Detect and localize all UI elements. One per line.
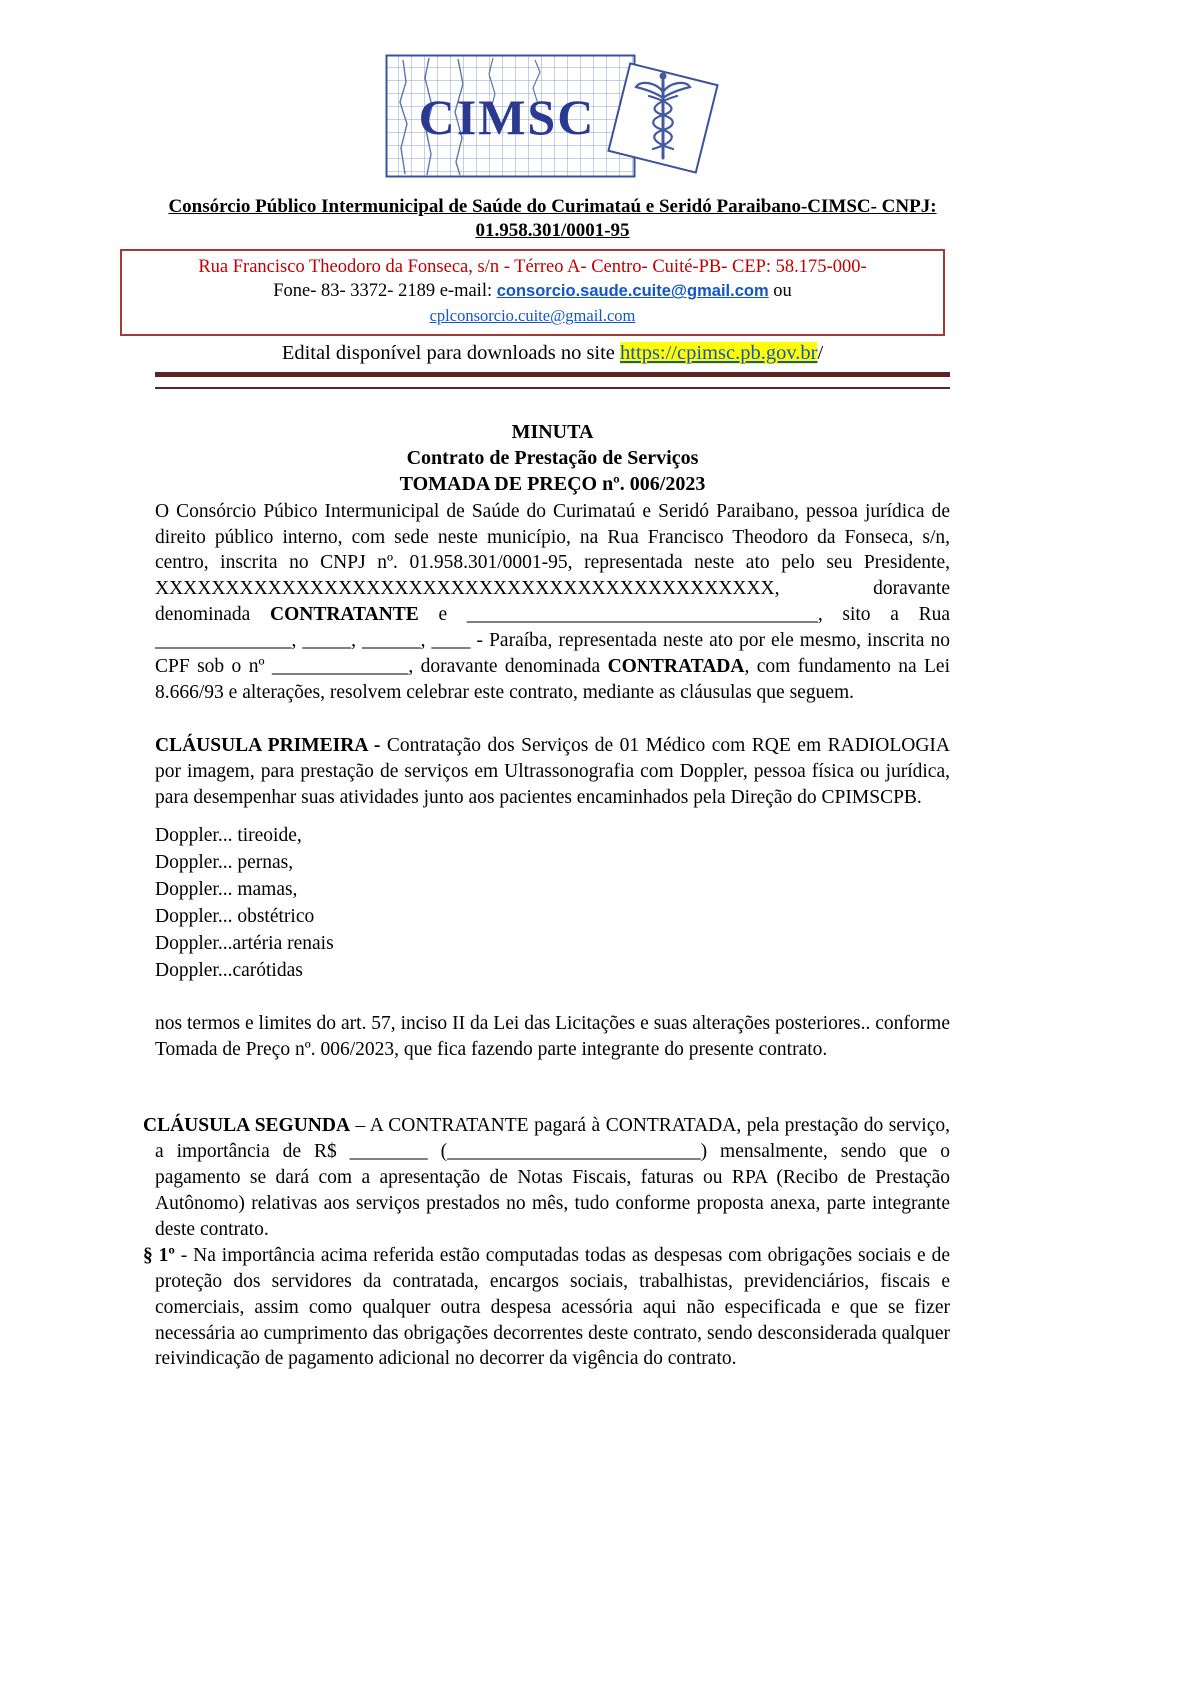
edital-prefix: Edital disponível para downloads no site [281,341,621,364]
phone-prefix: Fone- 83- 3372- 2189 e-mail: [273,281,497,302]
intro-paragraph [155,499,950,706]
header-divider [155,372,950,389]
clause-1-text: Contratação dos Serviços de 01 Médico com RQE em RADIOLOGIA por imagem, para prestação de serviços em Ultrassonografia com Doppler, pessoa física ou jurídica, para desempenhar suas atividades junto aos pacientes encaminhados pela Direção do CPIMSCPB. [155,735,950,808]
doppler-item: Doppler... mamas, [155,878,298,900]
terms-paragraph: nos termos e limites do art. 57, inciso II da Lei das Licitações e suas alterações posteriores.. conforme Tomada de Preço nº. 006/2023, que fica fazendo parte integrante do presente contrato. [155,1013,950,1061]
doppler-item: Doppler... tireoide, [155,824,302,846]
edital-site-link[interactable]: https://cpimsc.pb.gov.br [620,341,818,364]
title-tomada-preco: TOMADA DE PREÇO nº. 006/2023 [399,472,706,495]
contratante-term: CONTRATANTE [270,604,419,626]
secondary-email-line [132,305,933,327]
doppler-item: Doppler... pernas, [155,851,294,873]
paragraph-1-text: - Na importância acima referida estão computadas todas as despesas com obrigações sociais e de proteção dos servidores da contratada, encargos sociais, trabalhistas, previdenciários, fiscais e comerciais, assim como qualquer outra despesa acessória aqui não especificada e que se fizer necessária ao cumprimento das obrigações decorrentes deste contrato, sendo desconsiderada qualquer reivindicação de pagamento adicional no decorrer da vigência do contrato. [155,1244,950,1370]
email-link-secondary[interactable]: cplconsorcio.cuite@gmail.com [429,306,636,326]
document-titles [155,419,950,497]
phone-email-line [132,279,933,305]
intro-run1: O Consórcio Púbico Intermunicipal de Saúde do Curimataú e Seridó Paraibano, pessoa jurídica de direito público interno, com sede neste município, na Rua Francisco Theodoro da Fonseca, s/n, centro, inscrita no CNPJ nº. 01.958.301/0001-95, representada neste ato pelo seu Presidente, XXXXXXXXXXXXXXXXXXXXXXXXXXXXXXXXXXXXXXXXXXXX, doravante denominada [155,500,950,626]
doppler-item: Doppler...artéria renais [155,933,334,955]
org-name-line: Consórcio Público Intermunicipal de Saúde do Curimataú e Seridó Paraibano-CIMSC- CNPJ: [168,196,937,217]
title-contract: Contrato de Prestação de Serviços [406,446,699,469]
contratada-term: CONTRATADA [607,656,745,678]
clause-1 [155,733,950,811]
address-line: Rua Francisco Theodoro da Fonseca, s/n - Térreo A- Centro- Cuité-PB- CEP: 58.175-000- [198,256,867,277]
email-conjunction: ou [768,281,792,302]
clause-2-heading: CLÁUSULA SEGUNDA [143,1115,351,1137]
paragraph-1-heading: § 1º [143,1244,175,1266]
email-link-primary[interactable]: consorcio.saude.cuite@gmail.com [496,282,769,301]
org-cnpj-line: 01.958.301/0001-95 [475,219,630,241]
intro-run5: , com fundamento na Lei 8.666/93 e alterações, resolvem celebrar este contrato, mediante as cláusulas que seguem. [155,656,950,704]
doppler-item: Doppler... obstétrico [155,906,315,928]
doppler-item: Doppler...carótidas [155,960,303,982]
cimsc-logo [155,54,950,187]
paragraph-1 [143,1243,950,1373]
clause-1-heading: CLÁUSULA PRIMEIRA - [155,735,387,756]
clause-2 [143,1113,950,1243]
doppler-list [155,822,950,985]
cimsc-logo-graphic [385,54,721,182]
edital-suffix: / [817,341,824,364]
intro-run3: e ____________________________________, sito a Rua ______________, _____, ______, ____ - Paraíba, representada neste ato por ele mesmo, inscrita no CPF sob o nº ______________, doravante denominada [155,604,950,678]
address-box [120,249,945,336]
logo-acronym: CIMSC [418,89,595,145]
clause-2-text: – A CONTRATANTE pagará à CONTRATADA, pela prestação do serviço, a importância de R$ ________ (__________________________) mensalmente, sendo que o pagamento se dará com a apresentação de Notas Fiscais, faturas ou RPA (Recibo de Prestação Autônomo) relativas aos serviços prestados no mês, tudo conforme proposta anexa, parte integrante deste contrato. [155,1115,950,1240]
edital-line [155,342,950,365]
title-minuta: MINUTA [511,420,594,443]
